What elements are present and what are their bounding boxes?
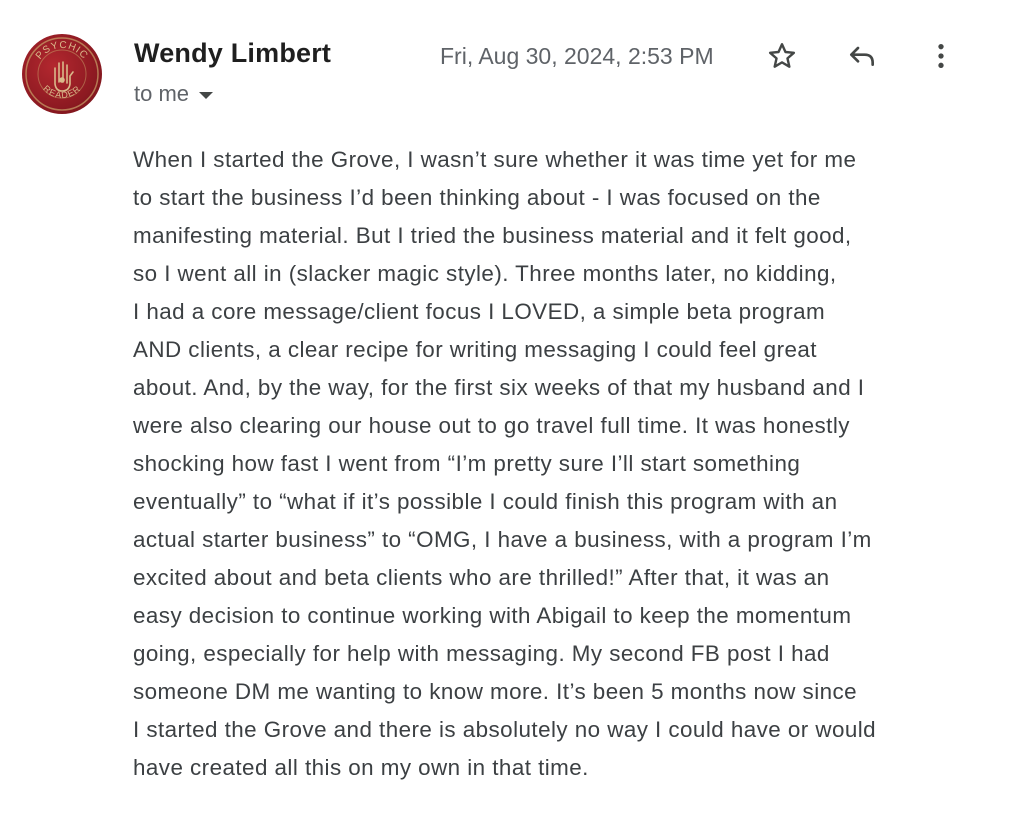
sender-avatar[interactable] bbox=[22, 34, 102, 114]
star-icon bbox=[766, 40, 798, 72]
body-line: to start the business I’d been thinking about - I was focused on the bbox=[133, 185, 821, 210]
body-line: were also clearing our house out to go travel full time. It was honestly bbox=[133, 413, 850, 438]
psychic-reader-badge-icon bbox=[22, 34, 102, 114]
body-line: about. And, by the way, for the first six weeks of that my husband and I bbox=[133, 375, 865, 400]
message-body bbox=[133, 141, 983, 787]
avatar-text-bottom: READER bbox=[41, 83, 83, 101]
body-line: I had a core message/client focus I LOVED, a simple beta program bbox=[133, 299, 826, 324]
body-line: I started the Grove and there is absolutely no way I could have or would bbox=[133, 717, 877, 742]
body-line: eventually” to “what if it’s possible I could finish this program with an bbox=[133, 489, 838, 514]
recipient-details-toggle[interactable] bbox=[134, 81, 213, 107]
body-line: AND clients, a clear recipe for writing messaging I could feel great bbox=[133, 337, 817, 362]
reply-button[interactable] bbox=[842, 36, 882, 76]
body-line: easy decision to continue working with Abigail to keep the momentum bbox=[133, 603, 852, 628]
more-vert-icon bbox=[925, 40, 957, 72]
body-line: shocking how fast I went from “I’m pretty sure I’ll start something bbox=[133, 451, 801, 476]
body-line: have created all this on my own in that time. bbox=[133, 755, 589, 780]
body-line: excited about and beta clients who are thrilled!” After that, it was an bbox=[133, 565, 830, 590]
body-line: so I went all in (slacker magic style). Three months later, no kidding, bbox=[133, 261, 837, 286]
chevron-down-icon bbox=[199, 92, 213, 99]
body-line: manifesting material. But I tried the business material and it felt good, bbox=[133, 223, 852, 248]
avatar-text-top: PSYCHIC bbox=[33, 39, 91, 62]
palm-icon bbox=[55, 62, 73, 91]
star-button[interactable] bbox=[762, 36, 802, 76]
recipient-label: to me bbox=[134, 81, 190, 106]
body-line: going, especially for help with messaging. My second FB post I had bbox=[133, 641, 830, 666]
reply-icon bbox=[846, 40, 878, 72]
body-line: When I started the Grove, I wasn’t sure whether it was time yet for me bbox=[133, 147, 857, 172]
message-date: Fri, Aug 30, 2024, 2:53 PM bbox=[440, 43, 714, 69]
more-options-button[interactable] bbox=[921, 36, 961, 76]
body-line: someone DM me wanting to know more. It’s been 5 months now since bbox=[133, 679, 858, 704]
body-line: actual starter business” to “OMG, I have a business, with a program I’m bbox=[133, 527, 872, 552]
sender-name: Wendy Limbert bbox=[134, 38, 332, 68]
